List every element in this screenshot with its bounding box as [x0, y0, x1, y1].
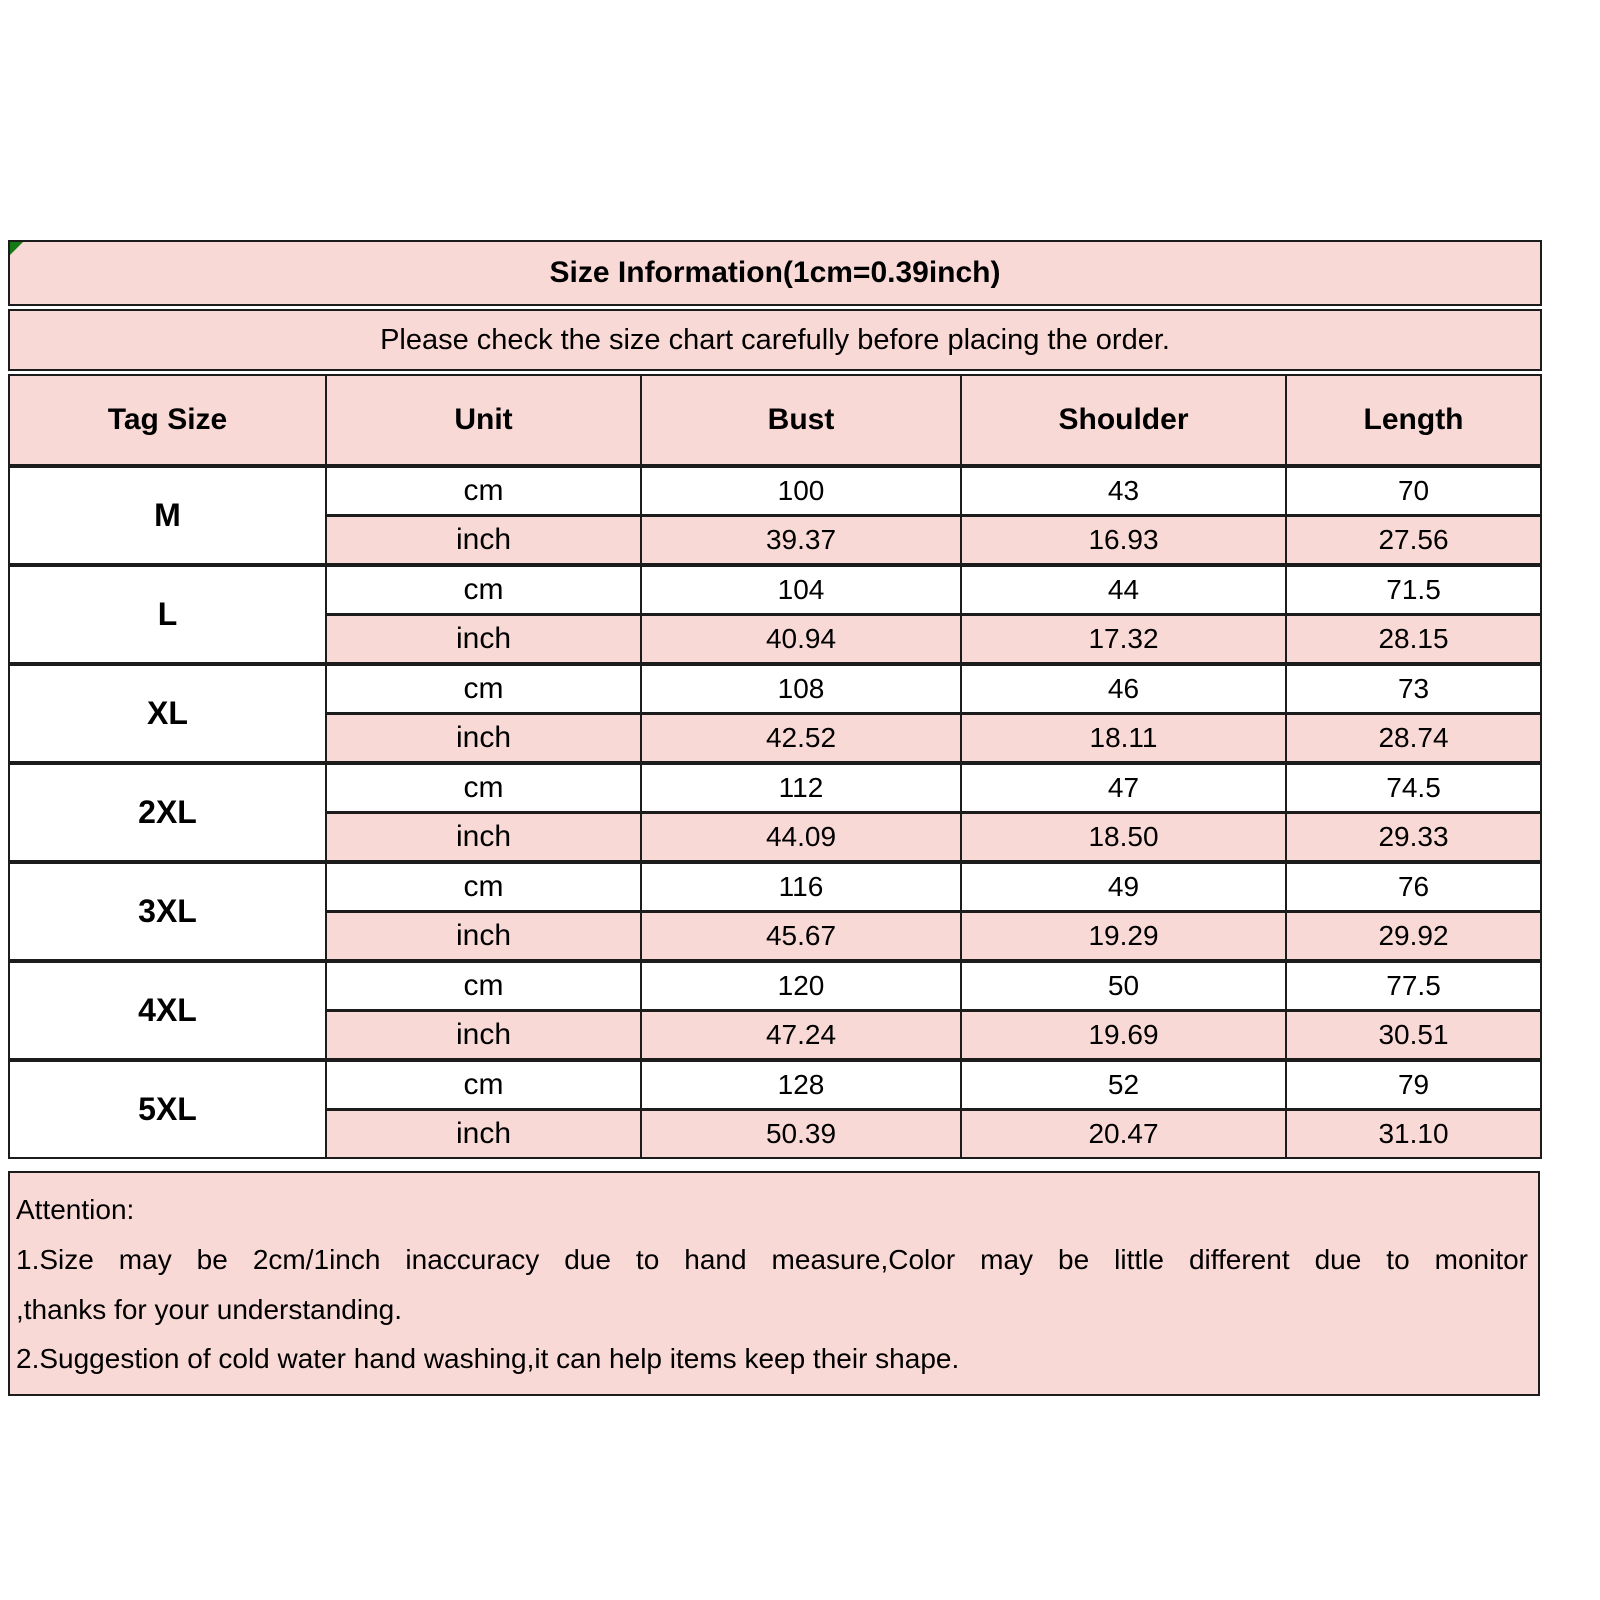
shoulder-inch-value: 19.29	[961, 912, 1286, 962]
shoulder-cm-value: 44	[961, 565, 1286, 615]
attention-note-1: 1.Size may be 2cm/1inch inaccuracy due to hand measure,Color may be little different due to monitor	[16, 1243, 1528, 1275]
shoulder-cm-value: 50	[961, 961, 1286, 1011]
unit-cell-cm: cm	[326, 664, 641, 714]
shoulder-cm-value: 43	[961, 466, 1286, 516]
shoulder-inch-value: 17.32	[961, 615, 1286, 665]
unit-cell-cm: cm	[326, 1060, 641, 1110]
table-row	[9, 862, 1541, 912]
bust-inch-value: 50.39	[641, 1110, 961, 1159]
shoulder-cm-value: 49	[961, 862, 1286, 912]
length-cm-value: 74.5	[1286, 763, 1541, 813]
shoulder-inch-value: 20.47	[961, 1110, 1286, 1159]
bust-cm-value: 128	[641, 1060, 961, 1110]
attention-heading: Attention:	[16, 1194, 135, 1225]
unit-cell-inch: inch	[326, 714, 641, 764]
bust-inch-value: 47.24	[641, 1011, 961, 1061]
table-row	[9, 1060, 1541, 1110]
column-header-length: Length	[1286, 373, 1541, 467]
length-inch-value: 30.51	[1286, 1011, 1541, 1061]
bust-cm-value: 108	[641, 664, 961, 714]
unit-cell-cm: cm	[326, 862, 641, 912]
table-row	[9, 664, 1541, 714]
length-cm-value: 77.5	[1286, 961, 1541, 1011]
unit-cell-inch: inch	[326, 615, 641, 665]
length-inch-value: 29.33	[1286, 813, 1541, 863]
shoulder-cm-value: 46	[961, 664, 1286, 714]
shoulder-inch-value: 16.93	[961, 516, 1286, 566]
table-row	[9, 763, 1541, 813]
length-cm-value: 73	[1286, 664, 1541, 714]
tag-size-cell: 2XL	[9, 763, 326, 862]
bust-inch-value: 42.52	[641, 714, 961, 764]
length-inch-value: 31.10	[1286, 1110, 1541, 1159]
size-table	[8, 240, 1542, 1159]
unit-cell-cm: cm	[326, 961, 641, 1011]
tag-size-cell: L	[9, 565, 326, 664]
length-inch-value: 29.92	[1286, 912, 1541, 962]
column-header-tag-size: Tag Size	[9, 373, 326, 467]
tag-size-cell: 3XL	[9, 862, 326, 961]
length-cm-value: 79	[1286, 1060, 1541, 1110]
table-row	[9, 565, 1541, 615]
bust-cm-value: 116	[641, 862, 961, 912]
shoulder-inch-value: 18.11	[961, 714, 1286, 764]
bust-inch-value: 39.37	[641, 516, 961, 566]
length-cm-value: 70	[1286, 466, 1541, 516]
tag-size-cell: XL	[9, 664, 326, 763]
bust-cm-value: 104	[641, 565, 961, 615]
shoulder-cm-value: 52	[961, 1060, 1286, 1110]
attention-note-2: 2.Suggestion of cold water hand washing,it can help items keep their shape.	[16, 1343, 960, 1375]
unit-cell-cm: cm	[326, 466, 641, 516]
size-chart-sheet	[8, 240, 1540, 1396]
attention-note-1-continued: ,thanks for your understanding.	[16, 1293, 403, 1325]
tag-size-cell: M	[9, 466, 326, 565]
shoulder-inch-value: 18.50	[961, 813, 1286, 863]
bust-inch-value: 44.09	[641, 813, 961, 863]
unit-cell-inch: inch	[326, 1110, 641, 1159]
unit-cell-inch: inch	[326, 912, 641, 962]
size-chart-subtitle: Please check the size chart carefully before placing the order.	[9, 308, 1541, 373]
corner-marker-triangle	[10, 242, 23, 255]
unit-cell-cm: cm	[326, 763, 641, 813]
bust-inch-value: 40.94	[641, 615, 961, 665]
unit-cell-inch: inch	[326, 813, 641, 863]
bust-cm-value: 100	[641, 466, 961, 516]
tag-size-cell: 5XL	[9, 1060, 326, 1158]
table-row	[9, 961, 1541, 1011]
tag-size-cell: 4XL	[9, 961, 326, 1060]
table-row	[9, 466, 1541, 516]
attention-box	[8, 1171, 1540, 1396]
unit-cell-inch: inch	[326, 516, 641, 566]
bust-inch-value: 45.67	[641, 912, 961, 962]
column-header-unit: Unit	[326, 373, 641, 467]
bust-cm-value: 112	[641, 763, 961, 813]
size-chart-title: Size Information(1cm=0.39inch)	[9, 241, 1541, 308]
length-inch-value: 28.15	[1286, 615, 1541, 665]
length-cm-value: 71.5	[1286, 565, 1541, 615]
shoulder-cm-value: 47	[961, 763, 1286, 813]
unit-cell-inch: inch	[326, 1011, 641, 1061]
length-inch-value: 27.56	[1286, 516, 1541, 566]
column-header-shoulder: Shoulder	[961, 373, 1286, 467]
length-cm-value: 76	[1286, 862, 1541, 912]
length-inch-value: 28.74	[1286, 714, 1541, 764]
unit-cell-cm: cm	[326, 565, 641, 615]
shoulder-inch-value: 19.69	[961, 1011, 1286, 1061]
bust-cm-value: 120	[641, 961, 961, 1011]
column-header-bust: Bust	[641, 373, 961, 467]
